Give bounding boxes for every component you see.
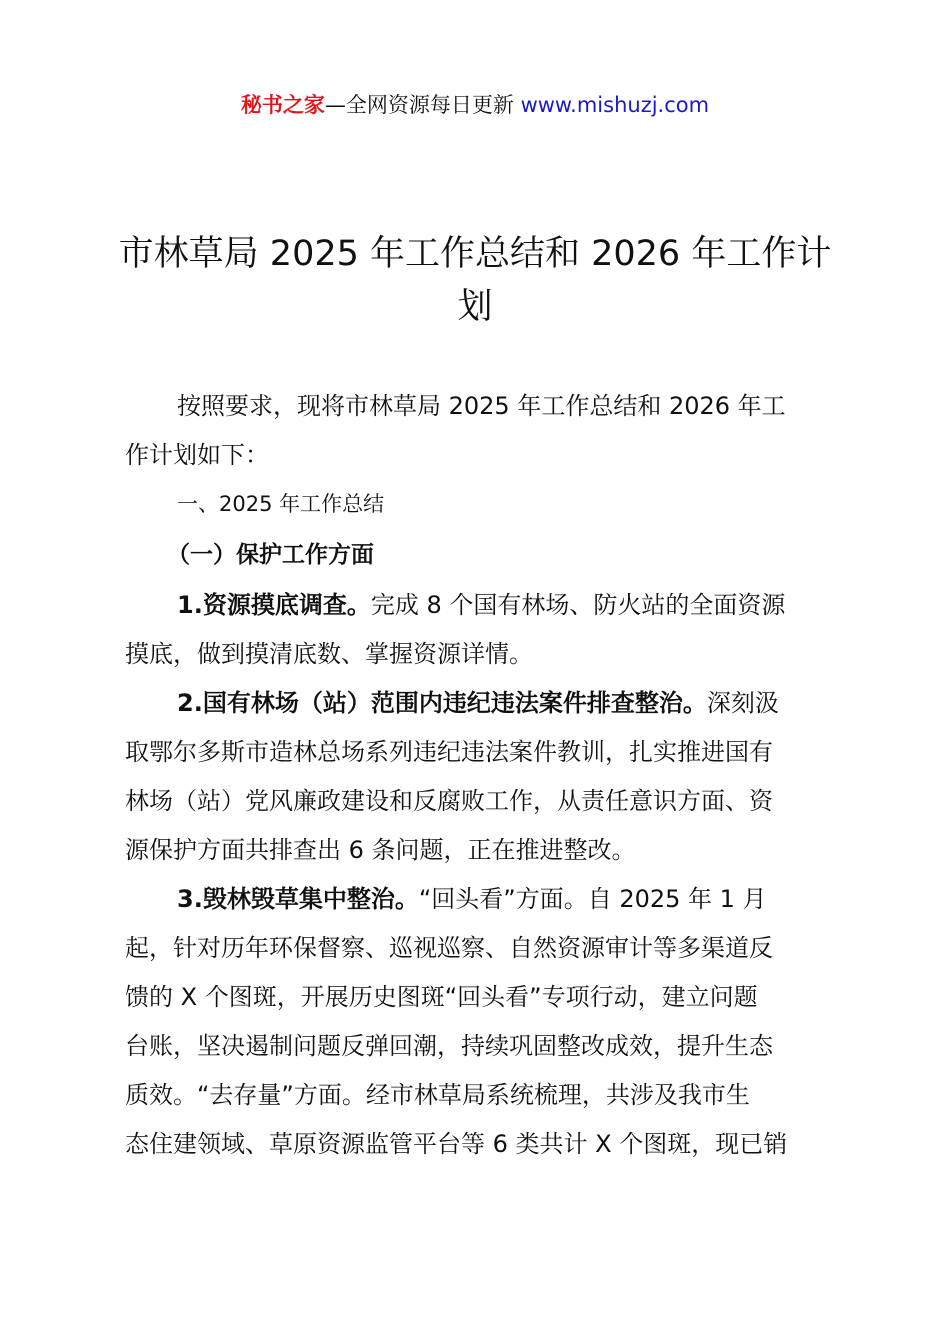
- item-1-line-2: 摸底，做到摸清底数、掌握资源详情。: [125, 640, 533, 668]
- item-3-line-1-text: “回头看”方面。自 2025 年 1 月: [418, 885, 767, 913]
- subsection-heading-1: （一）保护工作方面: [167, 542, 374, 568]
- item-2-line-2: 取鄂尔多斯市造林总场系列违纪违法案件教训，扎实推进国有: [125, 738, 773, 766]
- intro-line-1: 按照要求，现将市林草局 2025 年工作总结和 2026 年工: [177, 392, 786, 420]
- document-title: [110, 228, 840, 334]
- item-2-line-1: [125, 679, 837, 728]
- item-2-line-3: 林场（站）党风廉政建设和反腐败工作，从责任意识方面、资: [125, 787, 773, 815]
- item-3-line-2: 起，针对历年环保督察、巡视巡察、自然资源审计等多渠道反: [125, 934, 773, 962]
- intro-paragraph: [125, 382, 837, 480]
- document-body: [125, 382, 837, 1169]
- section-heading-1: 一、2025 年工作总结: [177, 492, 385, 516]
- item-2-paragraph: [125, 679, 837, 875]
- item-2-line-1-text: 深刻汲: [706, 689, 779, 717]
- title-line-2: 划: [457, 287, 493, 327]
- item-3-line-5: 质效。“去存量”方面。经市林草局系统梳理，共涉及我市生: [125, 1081, 750, 1109]
- item-3-paragraph: [125, 875, 837, 1169]
- intro-line-2: 作计划如下：: [125, 441, 269, 469]
- title-line-1: 市林草局 2025 年工作总结和 2026 年工作计: [118, 234, 832, 274]
- banner-tagline: —全网资源每日更新: [324, 93, 521, 117]
- item-3-bold-title: 3.毁林毁草集中整治。: [177, 885, 419, 913]
- brand-name: 秘书之家: [240, 93, 325, 117]
- item-2-line-4: 源保护方面共排查出 6 条问题，正在推进整改。: [125, 836, 636, 864]
- item-1-line-1: [125, 581, 837, 630]
- item-1-line-1-text: 完成 8 个国有林场、防火站的全面资源: [370, 591, 786, 619]
- item-3-line-4: 台账，坚决遏制问题反弹回潮，持续巩固整改成效，提升生态: [125, 1032, 773, 1060]
- site-banner: [0, 88, 950, 122]
- item-3-line-1: [125, 875, 837, 924]
- item-2-bold-title: 2.国有林场（站）范围内违纪违法案件排查整治。: [177, 689, 707, 717]
- item-1-bold-title: 1.资源摸底调查。: [177, 591, 371, 619]
- item-1-paragraph: [125, 581, 837, 679]
- item-3-line-6: 态住建领域、草原资源监管平台等 6 类共计 X 个图斑，现已销: [125, 1130, 788, 1158]
- item-3-line-3: 馈的 X 个图斑，开展历史图斑“回头看”专项行动，建立问题: [125, 983, 758, 1011]
- site-url-link[interactable]: www.mishuzj.com: [520, 93, 710, 117]
